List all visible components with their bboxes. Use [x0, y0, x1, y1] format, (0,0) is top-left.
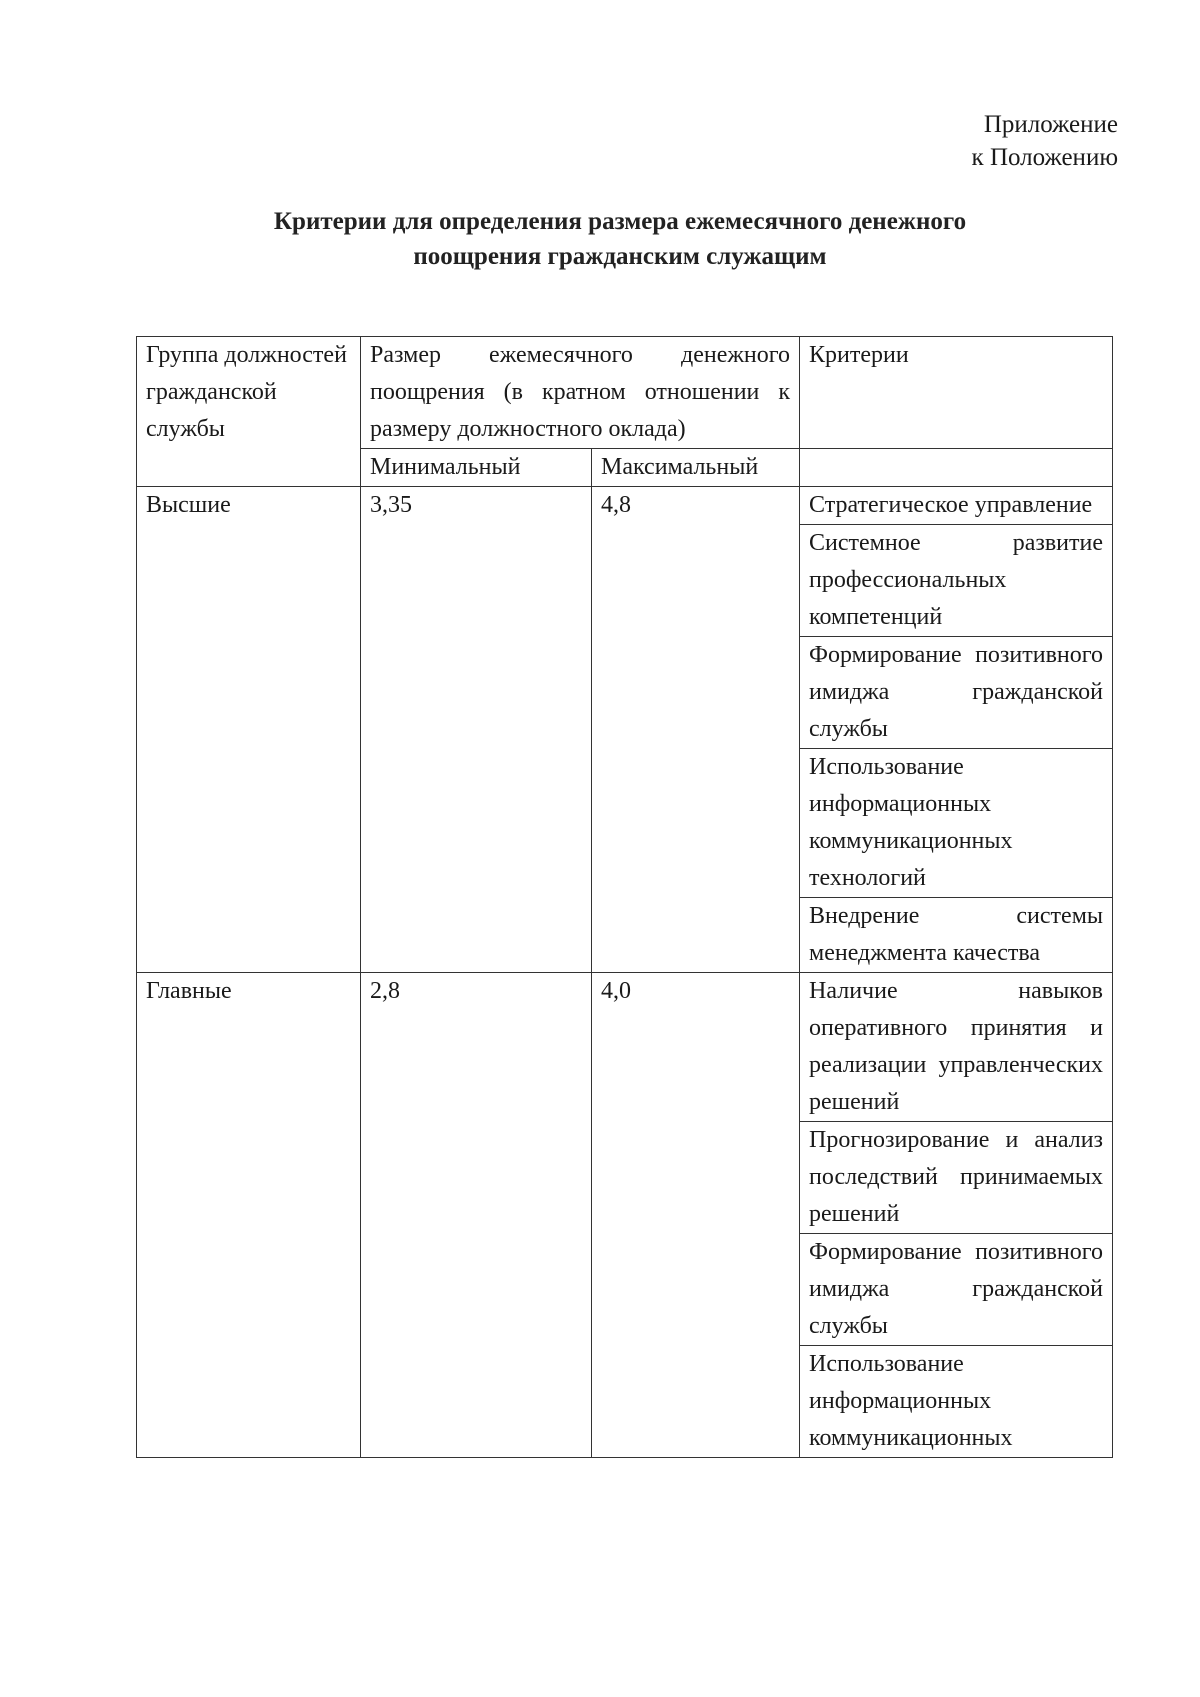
header-cell-empty: [800, 449, 1113, 487]
criterion-cell: Стратегическое управление: [800, 487, 1113, 525]
criterion-cell: Использование информационных коммуникационных: [800, 1346, 1113, 1458]
title-line-2: поощрения гражданским служащим: [413, 243, 827, 270]
appendix-line-1: Приложение: [983, 111, 1118, 138]
criterion-cell: Внедрение системы менеджмента качества: [800, 898, 1113, 973]
header-cell-min: Минимальный: [361, 449, 592, 487]
min-value-cell: 2,8: [361, 973, 592, 1458]
appendix-line-2: к Положению: [971, 144, 1118, 171]
table-row: [137, 487, 1113, 525]
max-value-cell: 4,8: [592, 487, 800, 973]
header-cell-size: Размер ежемесячного денежного поощрения (в кратном отношении к размеру должностного оклада): [361, 337, 800, 449]
criterion-cell: Использование информационных коммуникационных технологий: [800, 749, 1113, 898]
min-value-cell: 3,35: [361, 487, 592, 973]
title-line-1: Критерии для определения размера ежемесячного денежного: [273, 208, 967, 235]
appendix-note: [972, 108, 1118, 174]
table-row: [137, 973, 1113, 1122]
table-header-row: [137, 337, 1113, 449]
criteria-table: [136, 336, 1113, 1458]
criterion-cell: Формирование позитивного имиджа гражданской службы: [800, 637, 1113, 749]
header-cell-max: Максимальный: [592, 449, 800, 487]
group-name-cell: Высшие: [137, 487, 361, 973]
header-cell-group: Группа должностей гражданской службы: [137, 337, 361, 487]
criterion-cell: Прогнозирование и анализ последствий принимаемых решений: [800, 1122, 1113, 1234]
max-value-cell: 4,0: [592, 973, 800, 1458]
criterion-cell: Наличие навыков оперативного принятия и реализации управленческих решений: [800, 973, 1113, 1122]
criterion-cell: Формирование позитивного имиджа гражданской службы: [800, 1234, 1113, 1346]
criterion-cell: Системное развитие профессиональных компетенций: [800, 525, 1113, 637]
header-cell-criteria: Критерии: [800, 337, 1113, 449]
document-title: [180, 204, 1060, 274]
group-name-cell: Главные: [137, 973, 361, 1458]
